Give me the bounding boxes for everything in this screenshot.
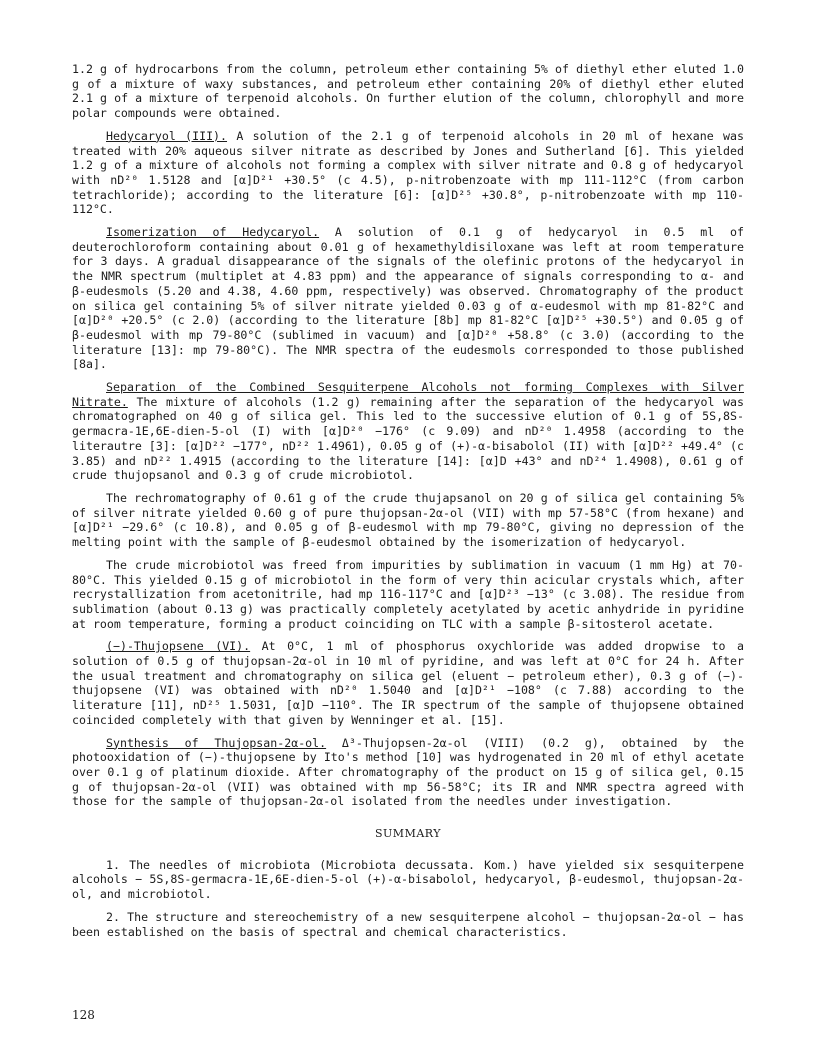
paragraph-text: A solution of the 2.1 g of terpenoid alcohols in 20 ml of hexane was treated with 20% aqueous silver nitrate as described by Jones and Sutherland [6]. This yielded 1.2 g of a mixture of alcohols not forming a complex with silver nitrate and 0.8 g of hedycaryol with nD²⁰ 1.5128 and [α]D²¹ +30.5° (c 4.5), p-nitrobenzoate with mp 111-112°C (from carbon tetrachloride); according to the literature [6]: [α]D²⁵ +30.8°, p-nitrobenzoate with mp 110-112°C. — [72, 128, 744, 217]
paragraph-text: At 0°C, 1 ml of phosphorus oxychloride was added dropwise to a solution of 0.5 g of thujopsan-2α-ol in 10 ml of pyridine, and was left at 0°C for 24 h. After the usual treatment and chromatography on silica gel (eluent − petroleum ether), 0.3 g of (−)-thujopsene (VI) was obtained with nD²⁰ 1.5040 and [α]D²¹ −108° (c 7.88) according to the literature [11], nD²⁵ 1.5031, [α]D −110°. The IR spectrum of the sample of thujopsene obtained coincided completely with that given by Wenninger et al. [15]. — [72, 639, 744, 727]
paragraph-rechromatography — [72, 491, 744, 550]
paragraph-text: The crude microbiotol was freed from impurities by sublimation in vacuum (1 mm Hg) at 70-80°C. This yielded 0.15 g of microbiotol in the form of very thin acicular crystals which, after recrystallization from acetonitrile, had mp 116-117°C and [α]D²³ −13° (c 3.08). The residue from sublimation (about 0.13 g) was practically completely acetylated by acetic anhydride in pyridine at room temperature, forming a product coinciding on TLC with a sample β-sitosterol acetate. — [72, 557, 744, 631]
paragraph-text: The rechromatography of 0.61 g of the crude thujapsanol on 20 g of silica gel containing 5% of silver nitrate yielded 0.60 g of pure thujopsan-2α-ol (VII) with mp 57-58°C (from hexane) and [α]D²¹ −29.6° (c 10.8), and 0.05 g of β-eudesmol with mp 79-80°C, giving no depression of the melting point with the sample of β-eudesmol obtained by the isomerization of hedycaryol. — [72, 490, 744, 550]
section-heading-isomerization: Isomerization of Hedycaryol. — [106, 225, 320, 240]
paragraph-text: Δ³-Thujopsen-2α-ol (VIII) (0.2 g), obtained by the photooxidation of (−)-thujopsene by Ito's method [10] was hydrogenated in 20 ml of ethyl acetate over 0.1 g of platinum dioxide. After chromatography of the product on 15 g of silica gel, 0.15 g of thujopsan-2α-ol (VII) was obtained with mp 56-58°C; its IR and NMR spectra agreed with those for the sample of thujopsan-2α-ol isolated from the needles under investigation. — [72, 735, 744, 809]
section-heading-separation: Separation of the Combined Sesquiterpene Alcohols not forming Complexes with Silver Nitrate. — [72, 380, 744, 409]
summary-item: 1. The needles of microbiota (Microbiota decussata. Kom.) have yielded six sesquiterpene alcohols − 5S,8S-germacra-1E,6E-dien-5-ol (+)-α-bisabolol, hedycaryol, β-eudesmol, thujopsan-2α-ol, and microbiotol. — [72, 857, 744, 902]
paragraph-text: 1.2 g of hydrocarbons from the column, petroleum ether containing 5% of diethyl ether eluted 1.0 g of a mixture of waxy substances, and petroleum ether containing 20% of diethyl ether eluted 2.1 g of a mixture of terpenoid alcohols. On further elution of the column, chlorophyll and more polar compounds were obtained. — [72, 62, 744, 121]
paragraph-hedycaryol — [72, 129, 744, 217]
document-body — [72, 62, 744, 947]
paragraph-hydrocarbons-elution — [72, 62, 744, 121]
paragraph-separation — [72, 380, 744, 483]
paragraph-text: The mixture of alcohols (1.2 g) remaining after the separation of the hedycaryol was chromatographed on 40 g of silica gel. This led to the successive elution of 0.1 g of 5S,8S-germacra-1E,6E-dien-5-ol (I) with [α]D²⁰ −176° (c 9.09) and nD²⁰ 1.4958 (according to the literautre [3]: [α]D²² −177°, nD²² 1.4961), 0.05 g of (+)-α-bisabolol (II) with [α]D²² +49.4° (c 3.85) and nD²² 1.4915 (according to the literature [14]: [α]D +43° and nD²⁴ 1.4908), 0.61 g of crude thujopsanol and 0.3 g of crude microbiotol. — [72, 394, 744, 483]
section-heading-thujopsene: (−)-Thujopsene (VI). — [106, 639, 251, 654]
paragraph-synthesis — [72, 736, 744, 810]
paragraph-thujopsene — [72, 639, 744, 727]
section-heading-synthesis: Synthesis of Thujopsan-2α-ol. — [106, 735, 327, 750]
summary-item: 2. The structure and stereochemistry of a new sesquiterpene alcohol − thujopsan-2α-ol − has been established on the basis of spectral and chemical characteristics. — [72, 909, 744, 939]
section-heading-hedycaryol: Hedycaryol (III). — [106, 128, 228, 143]
summary-title: SUMMARY — [375, 827, 441, 841]
paragraph-isomerization — [72, 225, 744, 372]
page-number: 128 — [72, 1008, 95, 1022]
paragraph-text: A solution of 0.1 g of hedycaryol in 0.5 ml of deuterochloroform containing about 0.01 g of hexamethyldisiloxane was left at room temperature for 3 days. A gradual disappearance of the signals of the olefinic protons of the hedycaryol in the NMR spectrum (multiplet at 4.83 ppm) and the appearance of signals corresponding to α- and β-eudesmols (5.20 and 4.38, 4.60 ppm, respectively) was observed. Chromatography of the product on silica gel containing 5% of silver nitrate yielded 0.03 g of α-eudesmol with mp 81-82°C and [α]D²⁰ +20.5° (c 2.0) (according to the literature [8b] mp 81-82°C [α]D²⁵ +30.5°) and 0.05 g of β-eudesmol with mp 79-80°C (sublimed in vacuum) and [α]D²⁰ +58.8° (c 3.0) (according to the literature [13]: mp 79-80°C). The NMR spectra of the eudesmols corresponded to those published [8a]. — [72, 225, 744, 372]
paragraph-microbiotol — [72, 558, 744, 632]
